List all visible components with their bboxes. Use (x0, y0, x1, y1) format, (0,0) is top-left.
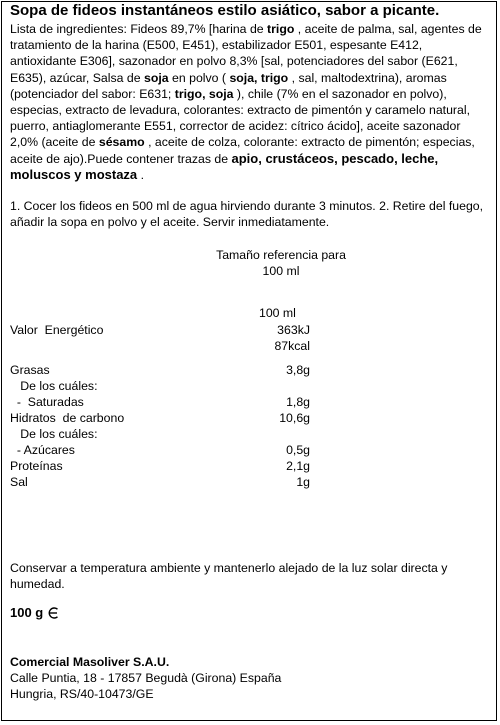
ingredient-text: en polvo ( (168, 70, 230, 85)
column-header: 100 ml (259, 306, 296, 321)
reference-size-line1: Tamaño referencia para (216, 248, 346, 263)
ingredients-text (10, 22, 482, 166)
nutrient-label: - Saturadas (10, 395, 84, 410)
reference-size (206, 247, 356, 279)
ingredient-text: , sal, maltodextrina), aromas (potenciador del sabor: E631; (10, 70, 447, 101)
nutrition-row (10, 338, 310, 354)
nutrient-value: 87kcal (274, 339, 310, 354)
nutrient-label: Sal (10, 475, 28, 490)
nutrient-value: 363kJ (277, 323, 310, 338)
company-registry: Hungria, RS/40-10473/GE (10, 687, 154, 702)
allergen-word: soja (143, 70, 169, 85)
nutrient-label: De los cuáles: (10, 379, 98, 394)
nutrition-row (10, 362, 310, 378)
nutrient-value: 1g (296, 475, 310, 490)
nutrient-label: De los cuáles: (10, 427, 98, 442)
ingredients-list (10, 21, 488, 183)
nutrient-value: 1,8g (286, 395, 310, 410)
nutrition-row (10, 394, 310, 410)
allergen-word: trigo (267, 22, 295, 36)
nutrition-row (10, 458, 310, 474)
nutrient-value: 2,1g (286, 459, 310, 474)
ingredient-text: , aceite de colza, colorante: extracto de pimentón; especias, aceite de ajo).Puede contener trazas de (10, 135, 475, 166)
nutrient-value: 3,8g (286, 363, 310, 378)
ingredients-end: . (137, 167, 144, 182)
estimated-sign-icon (47, 606, 59, 620)
allergen-word: sésamo (98, 135, 145, 150)
allergen-word: trigo, soja (174, 86, 234, 101)
nutrient-value: 10,6g (279, 411, 310, 426)
reference-size-line2: 100 ml (262, 264, 300, 279)
nutrition-row (10, 410, 310, 426)
nutrient-label: Proteínas (10, 459, 63, 474)
product-title: Sopa de fideos instantáneos estilo asiático, sabor a picante. (10, 2, 440, 19)
company-address: Calle Puntia, 18 - 17857 Begudà (Girona) España (10, 671, 282, 686)
ingredient-text: Lista de ingredientes: Fideos 89,7% [harina de (10, 22, 268, 36)
nutrition-row (10, 378, 310, 394)
nutrient-label: Grasas (10, 363, 50, 378)
preparation-instructions: 1. Cocer los fideos en 500 ml de agua hirviendo durante 3 minutos. 2. Retire del fuego, añadir la sopa en polvo y el aceite. Servir inmediatamente. (10, 199, 484, 230)
nutrient-label: - Azúcares (10, 443, 75, 458)
nutrition-table (10, 247, 488, 492)
nutrition-row (10, 442, 310, 458)
nutrition-row (10, 474, 310, 490)
product-label (1, 1, 497, 721)
nutrient-label: Valor Energético (10, 323, 104, 338)
ingredient-text: ), chile (7% en el sazonador en polvo), especias, extracto de levadura, colorantes: extracto de pimentón y caramelo natural, puerro, antiaglomerante E551, corrector de acidez: cítrico ácido], aceite sazonador 2,0% (aceite de (10, 86, 471, 150)
ingredient-text: , aceite de palma, sal, agentes de tratamiento de la harina (E500, E451), estabilizador E501, espesante E412, antioxidante E306], sazonador en polvo 8,3% [sal, potenciadores del sabor (E621, E635), azúcar, Salsa de (10, 22, 482, 85)
allergens-text: apio, crustáceos, pescado, leche, moluscos y mostaza (10, 150, 439, 182)
nutrition-row (10, 426, 310, 442)
nutrient-label: Hidratos de carbono (10, 411, 125, 426)
allergen-word: soja, trigo (229, 70, 289, 85)
net-weight (10, 605, 59, 620)
company-name: Comercial Masoliver S.A.U. (10, 655, 170, 669)
nutrient-value: 0,5g (286, 443, 310, 458)
nutrition-row (10, 322, 310, 338)
company-info (10, 654, 281, 703)
net-weight-value: 100 g (10, 605, 44, 620)
storage-instructions: Conservar a temperatura ambiente y mantenerlo alejado de la luz solar directa y humedad. (10, 561, 448, 592)
